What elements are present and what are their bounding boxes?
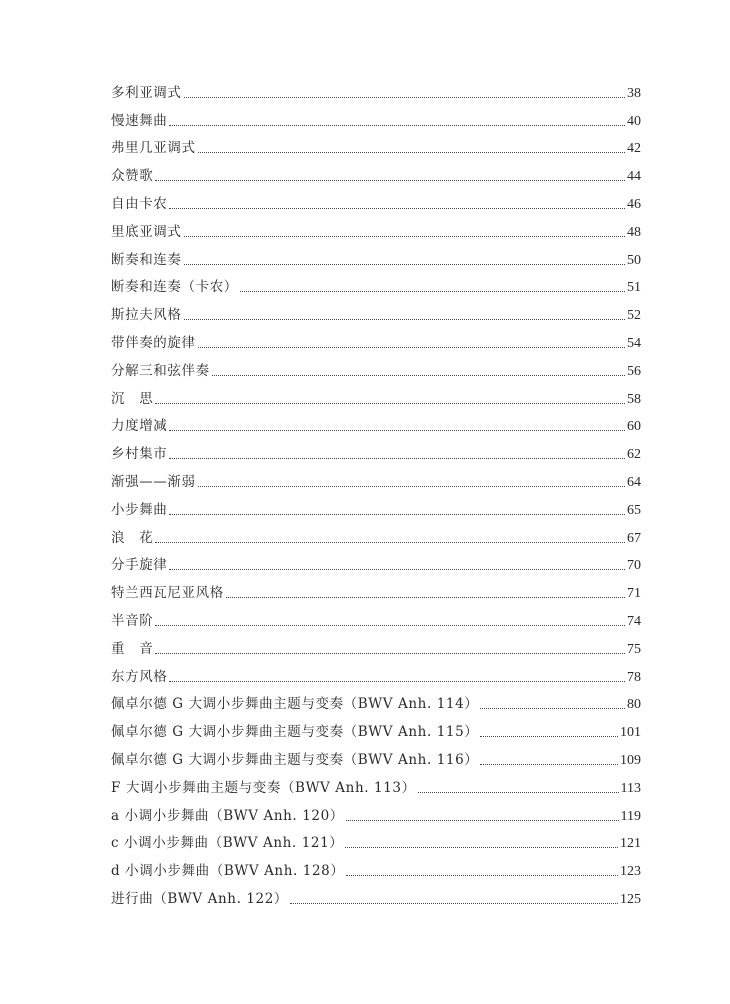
dot-leader — [226, 596, 625, 598]
toc-entry-page: 75 — [627, 641, 641, 657]
dot-leader — [169, 680, 625, 682]
toc-entry[interactable] — [111, 602, 641, 630]
dot-leader — [155, 179, 625, 181]
toc-entry-title: 多利亚调式 — [111, 84, 182, 101]
toc-entry[interactable] — [111, 324, 641, 352]
toc-entry-title: 力度增减 — [111, 418, 168, 435]
table-of-contents — [111, 74, 641, 908]
toc-entry[interactable] — [111, 435, 641, 463]
toc-entry-page: 65 — [627, 502, 641, 518]
dot-leader — [198, 485, 625, 487]
toc-entry-title: 里底亚调式 — [111, 223, 182, 240]
toc-entry-page: 54 — [627, 335, 641, 351]
toc-entry[interactable] — [111, 713, 641, 741]
dot-leader — [290, 902, 618, 904]
toc-entry[interactable] — [111, 380, 641, 408]
toc-entry[interactable] — [111, 686, 641, 714]
dot-leader — [155, 541, 625, 543]
toc-entry-title: a 小调小步舞曲（BWV Anh. 120） — [111, 807, 344, 824]
toc-entry-page: 80 — [627, 697, 641, 713]
toc-entry[interactable] — [111, 185, 641, 213]
toc-entry-page: 123 — [620, 864, 641, 880]
dot-leader — [240, 290, 625, 292]
toc-entry[interactable] — [111, 769, 641, 797]
toc-entry-title: 重 音 — [111, 640, 154, 657]
toc-entry-title: 佩卓尔德 G 大调小步舞曲主题与变奏（BWV Anh. 114） — [111, 696, 479, 713]
toc-entry[interactable] — [111, 574, 641, 602]
toc-entry-page: 113 — [620, 780, 641, 796]
dot-leader — [155, 402, 625, 404]
toc-entry-page: 60 — [627, 419, 641, 435]
toc-entry-title: c 小调小步舞曲（BWV Anh. 121） — [111, 835, 344, 852]
toc-entry[interactable] — [111, 630, 641, 658]
dot-leader — [480, 763, 618, 765]
toc-entry[interactable] — [111, 269, 641, 297]
toc-entry[interactable] — [111, 296, 641, 324]
toc-entry-page: 74 — [627, 613, 641, 629]
toc-entry-title: 佩卓尔德 G 大调小步舞曲主题与变奏（BWV Anh. 115） — [111, 724, 479, 741]
dot-leader — [155, 624, 625, 626]
toc-entry-title: 佩卓尔德 G 大调小步舞曲主题与变奏（BWV Anh. 116） — [111, 751, 479, 768]
dot-leader — [184, 318, 626, 320]
toc-entry-page: 38 — [627, 85, 641, 101]
toc-entry[interactable] — [111, 241, 641, 269]
toc-entry[interactable] — [111, 491, 641, 519]
toc-entry-title: 浪 花 — [111, 529, 154, 546]
dot-leader — [418, 791, 619, 793]
toc-entry-title: 慢速舞曲 — [111, 112, 168, 129]
dot-leader — [169, 124, 625, 126]
dot-leader — [184, 235, 626, 237]
toc-entry-title: 半音阶 — [111, 612, 154, 629]
toc-entry-title: 斯拉夫风格 — [111, 307, 182, 324]
toc-entry-page: 67 — [627, 530, 641, 546]
toc-entry[interactable] — [111, 825, 641, 853]
toc-entry-page: 71 — [627, 586, 641, 602]
toc-entry-title: 特兰西瓦尼亚风格 — [111, 585, 224, 602]
dot-leader — [480, 735, 618, 737]
toc-entry[interactable] — [111, 519, 641, 547]
toc-entry-page: 101 — [620, 725, 641, 741]
toc-entry-title: 弗里几亚调式 — [111, 140, 196, 157]
toc-entry-page: 78 — [627, 669, 641, 685]
toc-entry-title: 小步舞曲 — [111, 501, 168, 518]
toc-entry-page: 42 — [627, 141, 641, 157]
dot-leader — [345, 846, 618, 848]
toc-entry-title: 分手旋律 — [111, 557, 168, 574]
toc-entry-page: 109 — [620, 752, 641, 768]
toc-entry-page: 56 — [627, 363, 641, 379]
toc-entry-page: 70 — [627, 558, 641, 574]
toc-entry[interactable] — [111, 852, 641, 880]
toc-entry-page: 64 — [627, 474, 641, 490]
toc-entry-page: 125 — [620, 891, 641, 907]
dot-leader — [346, 819, 619, 821]
toc-entry-page: 62 — [627, 447, 641, 463]
toc-entry-page: 46 — [627, 196, 641, 212]
dot-leader — [480, 707, 625, 709]
toc-entry-title: 断奏和连奏 — [111, 251, 182, 268]
dot-leader — [155, 652, 625, 654]
dot-leader — [198, 151, 625, 153]
dot-leader — [184, 263, 626, 265]
toc-entry-page: 40 — [627, 113, 641, 129]
toc-entry[interactable] — [111, 352, 641, 380]
toc-entry[interactable] — [111, 74, 641, 102]
toc-entry-title: 带伴奏的旋律 — [111, 334, 196, 351]
dot-leader — [169, 513, 625, 515]
dot-leader — [169, 429, 625, 431]
toc-entry[interactable] — [111, 880, 641, 908]
toc-entry-page: 52 — [627, 308, 641, 324]
toc-entry-page: 119 — [620, 808, 641, 824]
toc-entry[interactable] — [111, 102, 641, 130]
dot-leader — [169, 568, 625, 570]
toc-entry[interactable] — [111, 157, 641, 185]
toc-entry-title: 众赞歌 — [111, 168, 154, 185]
toc-entry-page: 48 — [627, 224, 641, 240]
toc-entry-title: 进行曲（BWV Anh. 122） — [111, 890, 289, 907]
toc-entry[interactable] — [111, 658, 641, 686]
toc-entry-title: 乡村集市 — [111, 446, 168, 463]
toc-entry-page: 50 — [627, 252, 641, 268]
toc-entry-page: 44 — [627, 169, 641, 185]
toc-entry-title: 分解三和弦伴奏 — [111, 362, 210, 379]
dot-leader — [169, 207, 625, 209]
toc-entry-page: 58 — [627, 391, 641, 407]
toc-entry[interactable] — [111, 547, 641, 575]
toc-entry[interactable] — [111, 213, 641, 241]
dot-leader — [169, 457, 625, 459]
dot-leader — [346, 874, 618, 876]
toc-entry-title: 沉 思 — [111, 390, 154, 407]
toc-entry-title: F 大调小步舞曲主题与变奏（BWV Anh. 113） — [111, 779, 416, 796]
toc-entry-title: 断奏和连奏（卡农） — [111, 279, 238, 296]
toc-entry-page: 51 — [627, 280, 641, 296]
toc-entry[interactable] — [111, 741, 641, 769]
toc-entry[interactable] — [111, 463, 641, 491]
dot-leader — [212, 374, 625, 376]
toc-entry-title: 自由卡农 — [111, 195, 168, 212]
toc-entry-title: 东方风格 — [111, 668, 168, 685]
dot-leader — [198, 346, 625, 348]
toc-entry[interactable] — [111, 130, 641, 158]
dot-leader — [184, 96, 626, 98]
toc-entry-page: 121 — [620, 836, 641, 852]
toc-entry[interactable] — [111, 408, 641, 436]
toc-entry[interactable] — [111, 797, 641, 825]
toc-entry-title: 渐强——渐弱 — [111, 473, 196, 490]
toc-entry-title: d 小调小步舞曲（BWV Anh. 128） — [111, 863, 345, 880]
